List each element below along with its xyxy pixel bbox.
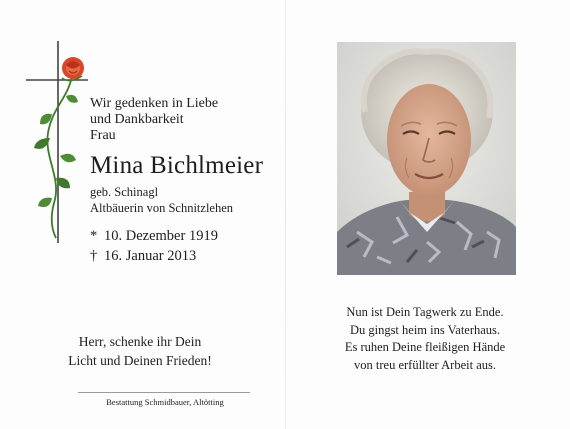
portrait-image	[337, 42, 516, 275]
prayer-line: Herr, schenke ihr Dein	[78, 334, 202, 349]
death-symbol: †	[90, 248, 98, 264]
undertaker-text: Bestattung Schmidbauer, Altötting	[106, 397, 224, 407]
portrait-photo	[337, 42, 516, 275]
maiden-name: geb. Schinagl	[90, 185, 159, 199]
birth-date-line	[90, 228, 218, 245]
birth-symbol: *	[90, 228, 98, 244]
intro-line: Wir gedenken in Liebe	[90, 96, 219, 111]
poem-line: Nun ist Dein Tagwerk zu Ende.	[346, 305, 504, 319]
prayer-line: Licht und Deinen Frieden!	[68, 353, 212, 368]
footer-divider	[78, 392, 250, 393]
poem-text	[310, 304, 540, 374]
rose-icon	[34, 57, 84, 238]
deceased-name: Mina Bichlmeier	[90, 152, 264, 179]
birth-date: 10. Dezember 1919	[104, 228, 218, 244]
poem-line: Du gingst heim ins Vaterhaus.	[349, 322, 501, 337]
intro-text	[90, 96, 218, 144]
intro-line: Frau	[90, 128, 116, 143]
prayer-text	[40, 332, 240, 370]
poem-line: von treu erfüllter Arbeit aus.	[354, 357, 496, 372]
death-date: 16. Januar 2013	[104, 248, 197, 264]
intro-line: und Dankbarkeit	[90, 112, 184, 127]
poem-line: Es ruhen Deine fleißigen Hände	[344, 340, 506, 354]
role-text: Altbäuerin von Schnitzlehen	[90, 201, 234, 215]
card-fold	[285, 0, 286, 429]
death-date-line	[90, 248, 196, 265]
cross-rose-icon	[22, 38, 92, 248]
